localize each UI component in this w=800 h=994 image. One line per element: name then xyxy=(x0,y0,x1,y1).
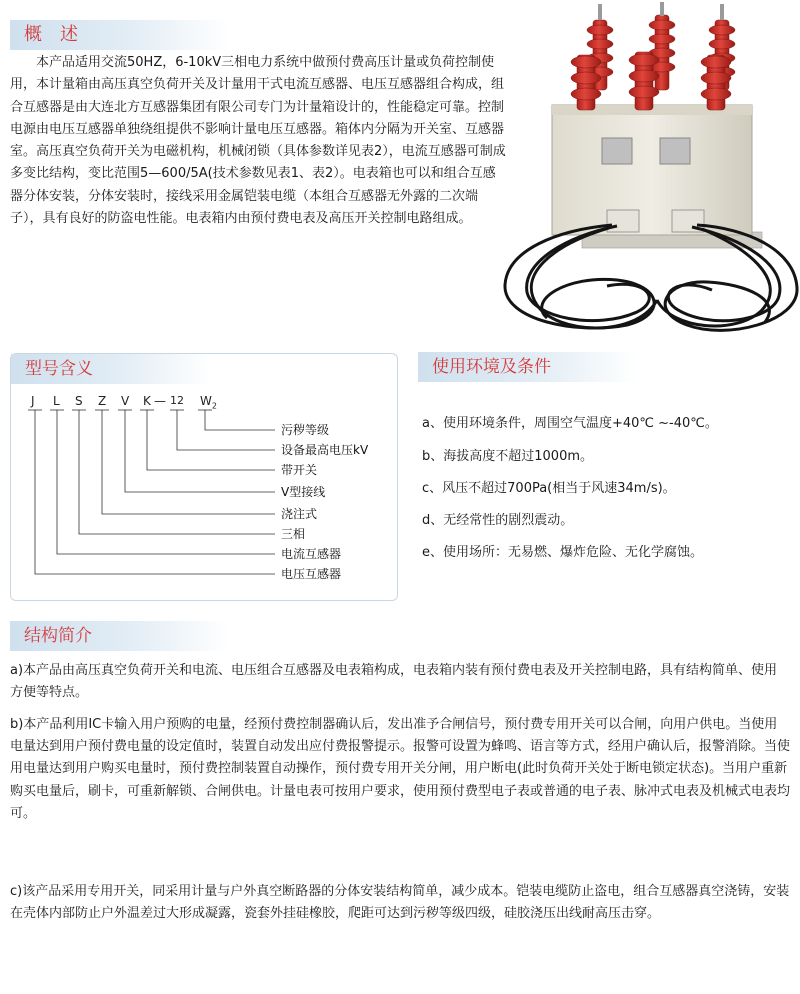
model-letter-s: S xyxy=(75,394,83,408)
model-letter-k: K xyxy=(143,394,151,408)
model-letter-l: L xyxy=(53,394,60,408)
label-cast-type: 浇注式 xyxy=(281,507,318,521)
env-item-d: d、无经常性的剧烈震动。 xyxy=(422,513,574,528)
model-voltage-12: 12 xyxy=(170,394,184,407)
model-dash: — xyxy=(154,394,166,408)
label-pollution-level: 污秽等级 xyxy=(281,423,330,437)
structure-paragraph-b: b)本产品利用IC卡输入用户预购的电量，经预付费控制器确认后，发出准予合闸信号，预付费专用开关可以合闸，向用户供电。当使用电量达到用户预付费电量的设定值时，装置自动发出应付费报警提示。报警可设置为蜂鸣、语言等方式，经用户确认后，报警消除。当使用电量达到用户购买电量时，预付费控制装置自动操作，预付费专用开关分闸，用户断电(此时负荷开关处于断电锁定状态)。当用户重新购买电量后，刷卡，可重新解锁、合闸供电。计量电表可按用户要求，使用预付费型电子表或普通的电子表、脉冲式电表及机械式电表均可。 xyxy=(10,717,791,821)
model-letter-j: J xyxy=(31,394,35,408)
overview-heading: 概 述 xyxy=(10,20,230,50)
label-v-connection: V型接线 xyxy=(281,485,326,499)
env-item-b: b、海拔高度不超过1000m。 xyxy=(422,449,593,464)
model-w-text: W xyxy=(200,394,212,408)
overview-text: 本产品适用交流50HZ，6-10kV三相电力系统中做预付费高压计量或负荷控制使用，本计量箱由高压真空负荷开关及计量用干式电流互感器、电压互感器组合构成，组合互感器是由大连北方互感器集团有限公司专门为计量箱设计的，性能稳定可靠。控制电源由电压互感器单独绕组提供不影响计量电压互感器。箱体内分隔为开关室、互感器室。高压真空负荷开关为电磁机构，机械闭锁（具体参数详见表2），电流互感器可制成多变比结构，变比范围5—600/5A(技术参数见表1、表2）。电表箱也可以和组合互感器分体安装，分体安装时，接线采用金属铠装电缆（本组合互感器无外露的二次端子），具有良好的防盗电性能。电表箱内由预付费电表及高压开关控制电路组成。 xyxy=(10,55,506,227)
model-w-subscript: 2 xyxy=(211,401,217,411)
label-three-phase: 三相 xyxy=(281,527,306,541)
structure-heading: 结构简介 xyxy=(10,621,230,651)
env-item-e: e、使用场所：无易燃、爆炸危险、无化学腐蚀。 xyxy=(422,545,703,560)
env-item-a: a、使用环境条件，周围空气温度+40℃ ~-40℃。 xyxy=(422,416,718,431)
model-letter-v: V xyxy=(121,394,130,408)
label-with-switch: 带开关 xyxy=(281,463,318,477)
structure-paragraph-a: a)本产品由高压真空负荷开关和电流、电压组合互感器及电表箱构成，电表箱内装有预付费电表及开关控制电路，具有结构简单、使用方便等特点。 xyxy=(10,663,778,701)
model-heading: 型号含义 xyxy=(11,354,211,384)
structure-paragraph-c: c)该产品采用专用开关，同采用计量与户外真空断路器的分体安装结构简单，减少成本。铠装电缆防止盗电，组合互感器真空浇铸，安装在壳体内部防止户外温差过大形成凝露，瓷套外挂硅橡胶，爬距可达到污秽等级四级，硅胶浇压出线耐高压击穿。 xyxy=(10,884,790,922)
env-item-c: c、风压不超过700Pa(相当于风速34m/s)。 xyxy=(422,481,676,496)
environment-heading: 使用环境及条件 xyxy=(418,352,638,382)
product-image xyxy=(497,0,800,350)
model-leader-lines xyxy=(0,0,400,600)
model-letter-z: Z xyxy=(98,394,107,408)
label-max-voltage: 设备最高电压kV xyxy=(281,443,369,457)
label-voltage-transformer: 电压互感器 xyxy=(281,567,342,581)
label-current-transformer: 电流互感器 xyxy=(281,547,342,561)
